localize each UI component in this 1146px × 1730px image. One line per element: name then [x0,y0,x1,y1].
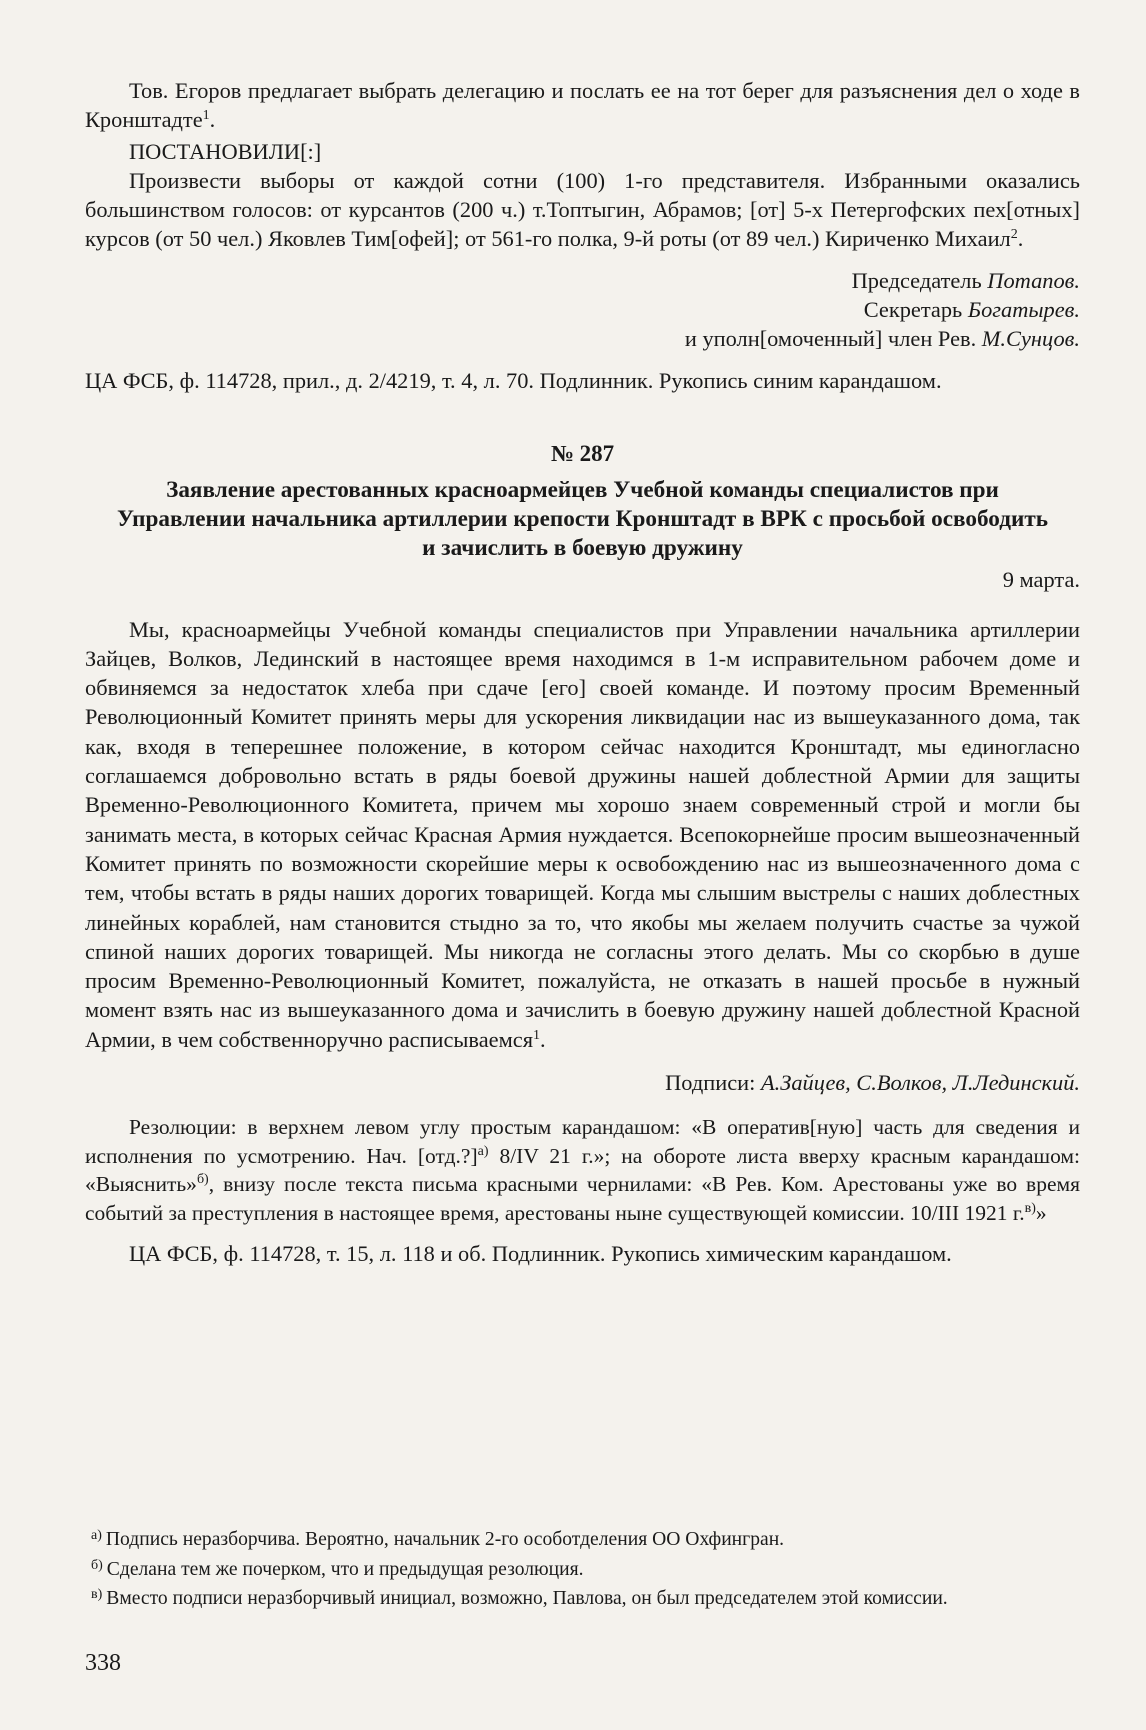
document-title: Заявление арестованных красноармейцев Учебной команды специалистов при Управлении начальника артиллерии крепости Кронштадт в ВРК с просьбой освободить и зачислить в боевую дружину [117,477,1048,562]
text-span: . [540,1026,546,1052]
signature-name: М.Сунцов. [981,326,1080,352]
footnote-ref: а) [477,1143,489,1159]
prev-doc-archive-reference: ЦА ФСБ, ф. 114728, прил., д. 2/4219, т. 4, л. 70. Подлинник. Рукопись синим карандашом. [85,367,942,393]
footnote-item [85,1523,1080,1553]
footnotes [85,1523,1080,1612]
prev-doc-signatures [85,266,1080,354]
footnote-mark: в) [91,1587,103,1602]
main-text-column [85,76,1080,1269]
resolved-heading: ПОСТАНОВИЛИ[:] [129,138,322,164]
text-span: Тов. Егоров предлагает выбрать делегацию и послать ее на тот берег для разъяснения дел о ходе в Кронштадте [85,78,1080,133]
signature-role: и уполн[омоченный] член Рев. [684,326,982,352]
signatures-names: А.Зайцев, С.Волков, Л.Лединский. [760,1070,1080,1096]
footnote-ref: 1 [533,1027,540,1043]
signature-name: Потапов. [987,267,1080,293]
document-archive-reference: ЦА ФСБ, ф. 114728, т. 15, л. 118 и об. Подлинник. Рукопись химическим карандашом. [129,1241,952,1267]
text-span: » [1035,1200,1047,1225]
signature-role: Секретарь [863,297,968,323]
document-number: № 287 [550,440,615,466]
text-span: Мы, красноармейцы Учебной команды специалистов при Управлении начальника артиллерии Зайцев, Волков, Лединский в настоящее время находимся в 1-м исправительном рабочем доме и обвиняемся за недостаток хлеба при сдаче [его] своей команде. И поэтому просим Временный Революционный Комитет принять меры для ускорения ликвидации нас из вышеуказанного дома, так как, входя в теперешнее положение, в котором сейчас находится Кронштадт, мы единогласно соглашаемся добровольно встать в ряды боевой дружины нашей доблестной Армии для защиты Временно-Революционного Комитета, причем мы хорошо знаем современный строй и могли бы занимать места, в которых сейчас Красная Армия нуждается. Всепокорнейше просим вышеозначенный Комитет принять по возможности скорейшие меры к освобождению нас из вышеозначенного дома с тем, чтобы встать в ряды наших дорогих товарищей. Когда мы слышим выстрелы с наших доблестных линейных кораблей, нам становится стыдно за то, что якобы мы желаем получить счастье за чужой спиной наших дорогих товарищей. Мы никогда не согласны этого делать. Мы со скорбью в душе просим Временно-Революционный Комитет, пожалуйста, не отказать в нашей просьбе в нужный момент взять нас из вышеуказанного дома и зачислить в боевую дружину нашей доблестной Красной Армии, в чем собственноручно расписываемся [85,616,1080,1052]
document-date: 9 марта. [1002,567,1080,593]
prev-doc-paragraph-2 [85,166,1080,254]
footnote-text: Сделана тем же почерком, что и предыдущая резолюция. [106,1558,584,1580]
signatures-label: Подписи: [665,1070,761,1096]
footnote-text: Подпись неразборчива. Вероятно, начальник 2-го особотделения ОО Охфингран. [105,1529,785,1550]
signature-secretary [85,295,1080,324]
footnote-ref: в) [1024,1200,1036,1216]
footnote-ref: 2 [1010,227,1018,243]
prev-doc-paragraph-1 [85,76,1080,135]
text-span: 8/IV 21 г.»; на обороте листа вверху красным карандашом: «Выяснить» [85,1143,1080,1197]
resolution-note [85,1113,1080,1227]
text-span: , внизу после текста письма красными чернилами: «В Рев. Ком. Арестованы уже во время событий за преступления в настоящее время, арестованы ныне существующей комиссии. 10/III 1921 г. [85,1172,1080,1225]
signature-chairman [85,266,1080,295]
document-signatures [85,1068,1080,1097]
footnote-item [85,1553,1080,1583]
text-span: . [209,107,216,133]
footnote-mark: б) [91,1557,103,1573]
footnote-text: Вместо подписи неразборчивый инициал, возможно, Павлова, он был председателем этой комиссии. [106,1588,948,1609]
text-span: Произвести выборы от каждой сотни (100) 1-го представителя. Избранными оказались большинством голосов: от курсантов (200 ч.) т.Топтыгин, Абрамов; [от] 5-х Петергофских пех[отных] курсов (от 50 чел.) Яковлев Тим[офей]; от 561-го полка, 9-й роты (от 89 чел.) Кириченко Михаил [85,167,1080,252]
footnote-item [85,1582,1080,1612]
signature-name: Богатырев. [967,297,1080,323]
footnote-ref: 1 [202,108,210,124]
page-number: 338 [85,1650,121,1676]
text-span: . [1017,226,1024,252]
footnote-mark: а) [91,1528,102,1543]
text-span: Резолюции: в верхнем левом углу простым карандашом: «В оператив[ную] часть для сведения и исполнения по усмотрению. Нач. [отд.?] [85,1115,1080,1168]
footnote-ref: б) [196,1172,209,1188]
document-body [85,615,1080,1054]
signature-member [85,324,1080,353]
signature-role: Председатель [851,267,988,293]
